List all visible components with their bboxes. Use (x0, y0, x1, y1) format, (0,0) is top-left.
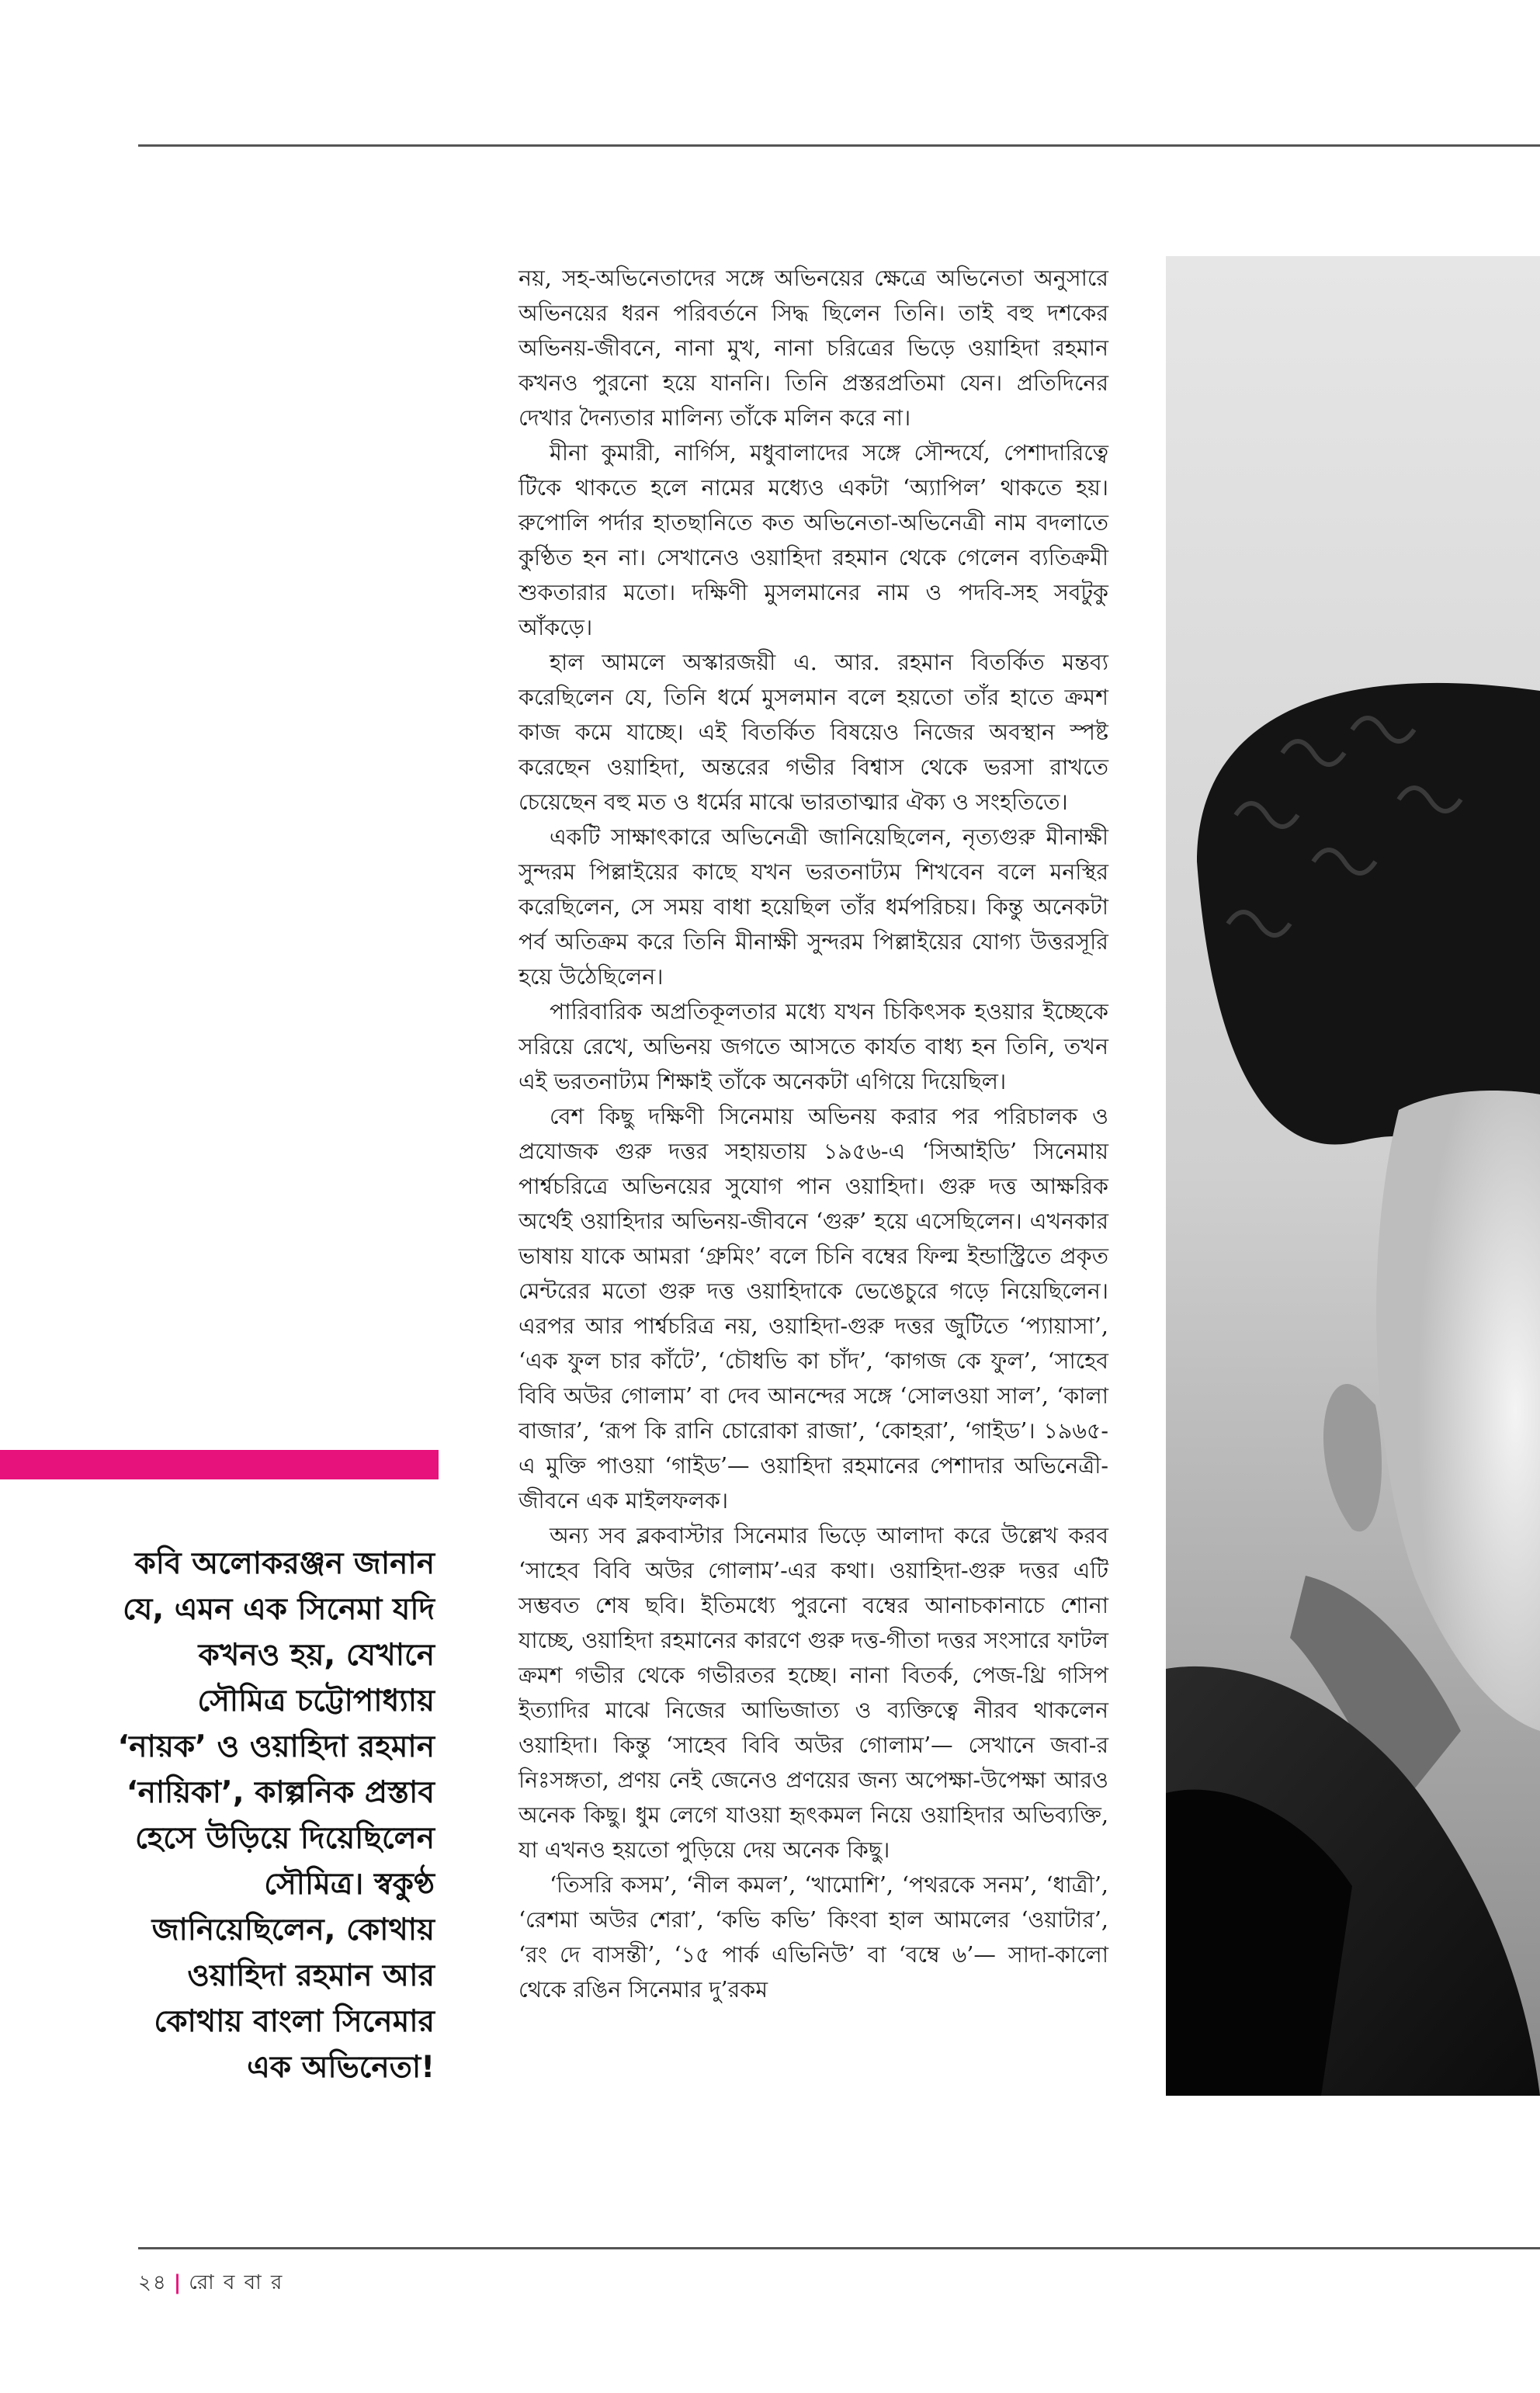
portrait-photo (1166, 256, 1540, 2096)
pullquote-accent-bar (0, 1450, 439, 1479)
page-number: ২৪ (138, 2271, 168, 2294)
page-folio (138, 2266, 283, 2301)
section-name: রো ব বা র (189, 2271, 284, 2294)
top-rule (138, 144, 1540, 147)
article-paragraph: পারিবারিক অপ্রতিকূলতার মধ্যে যখন চিকিৎসক হওয়ার ইচ্ছেকে সরিয়ে রেখে, অভিনয় জগতে আসতে কার্যত বাধ্য হন তিনি, তখন এই ভরতনাট্যম শিক্ষাই তাঁকে অনেকটা এগিয়ে দিয়েছিল। (519, 999, 1108, 1094)
article-paragraph: বেশ কিছু দক্ষিণী সিনেমায় অভিনয় করার পর পরিচালক ও প্রযোজক গুরু দত্তর সহায়তায় ১৯৫৬-এ ‘সিআইডি’ সিনেমায় পার্শ্বচরিত্রে অভিনয়ের সুযোগ পান ওয়াহিদা। গুরু দত্ত আক্ষরিক অর্থেই ওয়াহিদার অভিনয়-জীবনে ‘গুরু’ হয়ে এসেছিলেন। এখনকার ভাষায় যাকে আমরা ‘গ্রুমিং’ বলে চিনি বম্বের ফিল্ম ইন্ডাস্ট্রিতে প্রকৃত মেন্টরের মতো গুরু দত্ত ওয়াহিদাকে ভেঙেচুরে গড়ে নিয়েছিলেন। এরপর আর পার্শ্বচরিত্র নয়, ওয়াহিদা-গুরু দত্তর জুটিতে ‘প্যায়াসা’, ‘এক ফুল চার কাঁটে’, ‘চৌধভি কা চাঁদ’, ‘কাগজ কে ফুল’, ‘সাহেব বিবি অউর গোলাম’ বা দেব আনন্দের সঙ্গে ‘সোলওয়া সাল’, ‘কালা বাজার’, ‘রূপ কি রানি চোরোকা রাজা’, ‘কোহরা’, ‘গাইড’। ১৯৬৫-এ মুক্তি পাওয়া ‘গাইড’— ওয়াহিদা রহমানের পেশাদার অভিনেত্রী-জীবনে এক মাইলফলক। (519, 1104, 1108, 1514)
article-paragraph: মীনা কুমারী, নার্গিস, মধুবালাদের সঙ্গে সৌন্দর্যে, পেশাদারিত্বে টিকে থাকতে হলে নামের মধ্যেও একটা ‘অ্যাপিল’ থাকতে হয়। রুপোলি পর্দার হাতছানিতে কত অভিনেতা-অভিনেত্রী নাম বদলাতে কুণ্ঠিত হন না। সেখানেও ওয়াহিদা রহমান থেকে গেলেন ব্যতিক্রমী শুকতারার মতো। দক্ষিণী মুসলমানের নাম ও পদবি-সহ সবটুকু আঁকড়ে। (519, 440, 1108, 640)
article-paragraph: ‘তিসরি কসম’, ‘নীল কমল’, ‘খামোশি’, ‘পথরকে সনম’, ‘ধাত্রী’, ‘রেশমা অউর শেরা’, ‘কভি কভি’ কিংবা হাল আমলের ‘ওয়াটার’, ‘রং দে বাসন্তী’, ‘১৫ পার্ক এভিনিউ’ বা ‘বম্বে ৬’— সাদা-কালো থেকে রঙিন সিনেমার দু’রকম (519, 1872, 1108, 2003)
article-paragraph: হাল আমলে অস্কারজয়ী এ. আর. রহমান বিতর্কিত মন্তব্য করেছিলেন যে, তিনি ধর্মে মুসলমান বলে হয়তো তাঁর হাতে ক্রমশ কাজ কমে যাচ্ছে। এই বিতর্কিত বিষয়েও নিজের অবস্থান স্পষ্ট করেছেন ওয়াহিদা, অন্তরের গভীর বিশ্বাস থেকে ভরসা রাখতে চেয়েছেন বহু মত ও ধর্মের মাঝে ভারতাত্মার ঐক্য ও সংহতিতে। (519, 650, 1108, 815)
pull-quote: কবি অলোকরঞ্জন জানান যে, এমন এক সিনেমা যদি কখনও হয়, যেখানে সৌমিত্র চট্টোপাধ্যায় ‘নায়ক’ ও ওয়াহিদা রহমান ‘নায়িকা’, কাল্পনিক প্রস্তাব হেসে উড়িয়ে দিয়েছিলেন সৌমিত্র। স্বকুণ্ঠ জানিয়েছিলেন, কোথায় ওয়াহিদা রহমান আর কোথায় বাংলা সিনেমার এক অভিনেতা! (117, 1546, 435, 2085)
folio-separator: | (173, 2271, 183, 2294)
article-paragraph: নয়, সহ-অভিনেতাদের সঙ্গে অভিনয়ের ক্ষেত্রে অভিনেতা অনুসারে অভিনয়ের ধরন পরিবর্তনে সিদ্ধ ছিলেন তিনি। তাই বহু দশকের অভিনয়-জীবনে, নানা মুখ, নানা চরিত্রের ভিড়ে ওয়াহিদা রহমান কখনও পুরনো হয়ে যাননি। তিনি প্রস্তরপ্রতিমা যেন। প্রতিদিনের দেখার দৈন্যতার মালিন্য তাঁকে মলিন করে না। (519, 265, 1108, 431)
article-paragraph: অন্য সব ব্লকবাস্টার সিনেমার ভিড়ে আলাদা করে উল্লেখ করব ‘সাহেব বিবি অউর গোলাম’-এর কথা। ওয়াহিদা-গুরু দত্তর এটি সম্ভবত শেষ ছবি। ইতিমধ্যে পুরনো বম্বের আনাচকানাচে শোনা যাচ্ছে, ওয়াহিদা রহমানের কারণে গুরু দত্ত-গীতা দত্তর সংসারে ফাটল ক্রমশ গভীর থেকে গভীরতর হচ্ছে। নানা বিতর্ক, পেজ-থ্রি গসিপ ইত্যাদির মাঝে নিজের আভিজাত্য ও ব্যক্তিত্বে নীরব থাকলেন ওয়াহিদা। কিন্তু ‘সাহেব বিবি অউর গোলাম’— সেখানে জবা-র নিঃসঙ্গতা, প্রণয় নেই জেনেও প্রণয়ের জন্য অপেক্ষা-উপেক্ষা আরও অনেক কিছু। ধুম লেগে যাওয়া হৃৎকমল নিয়ে ওয়াহিদার অভিব্যক্তি, যা এখনও হয়তো পুড়িয়ে দেয় অনেক কিছু। (519, 1523, 1108, 1863)
article-paragraph: একটি সাক্ষাৎকারে অভিনেত্রী জানিয়েছিলেন, নৃত্যগুরু মীনাক্ষী সুন্দরম পিল্লাইয়ের কাছে যখন ভরতনাট্যম শিখবেন বলে মনস্থির করেছিলেন, সে সময় বাধা হয়েছিল তাঁর ধর্মপরিচয়। কিন্তু অনেকটা পর্ব অতিক্রম করে তিনি মীনাক্ষী সুন্দরম পিল্লাইয়ের যোগ্য উত্তরসূরি হয়ে উঠেছিলেন। (519, 824, 1108, 990)
bottom-rule (138, 2247, 1540, 2249)
portrait-illustration (1166, 256, 1540, 2096)
article-body (519, 261, 1108, 2007)
